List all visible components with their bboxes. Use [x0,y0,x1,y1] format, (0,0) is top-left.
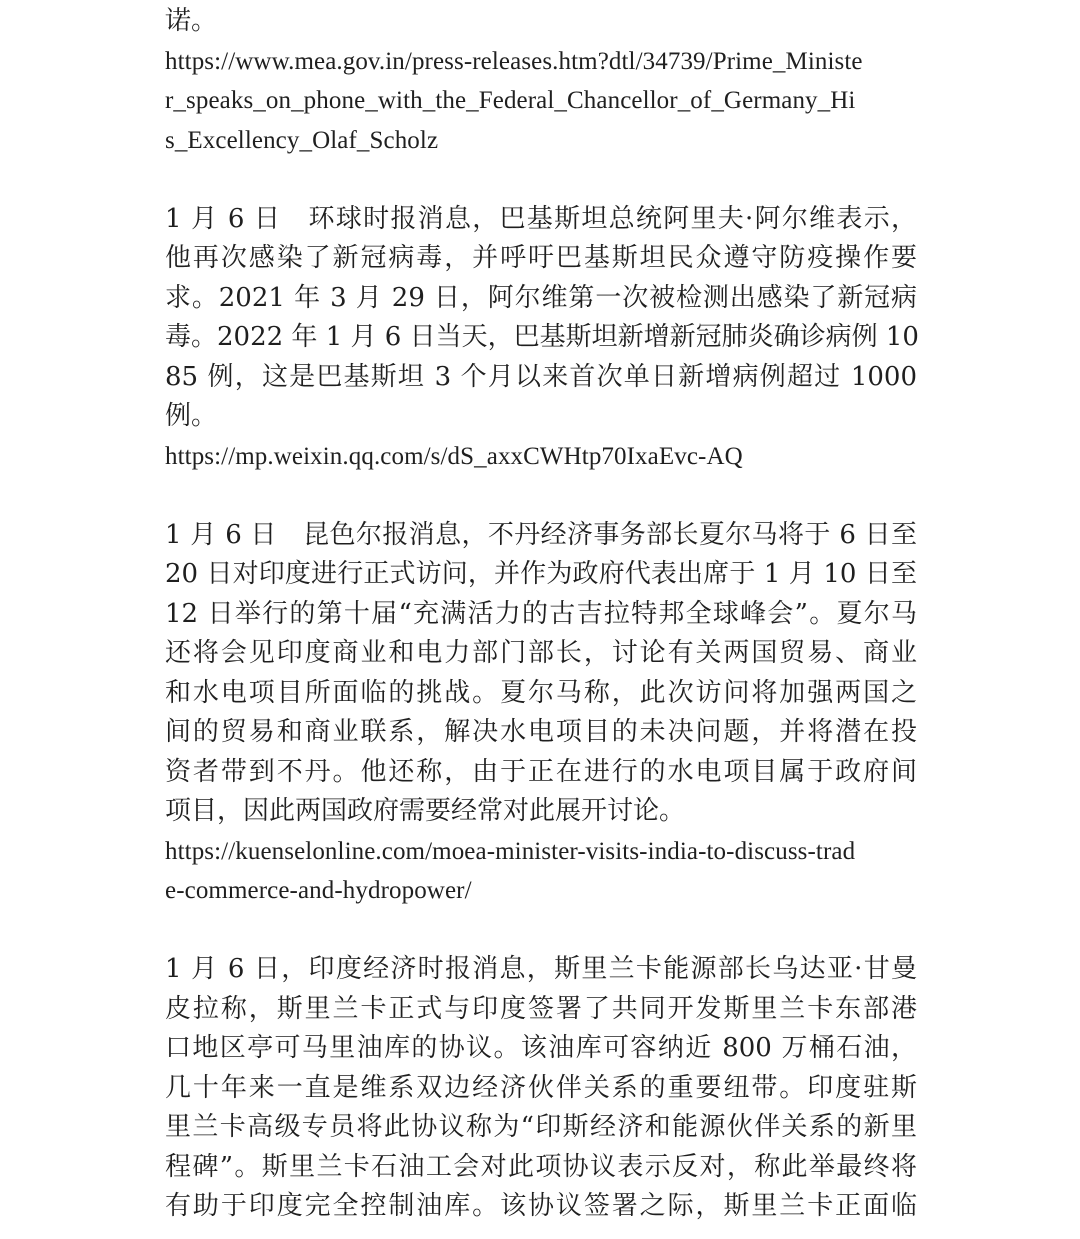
entry-text-line: 12 日举行的第十届“充满活力的古吉拉特邦全球峰会”。夏尔马 [165,598,917,629]
source-link-line[interactable]: e-commerce-and-hydropower/ [165,877,472,904]
entry-text-line: 毒。2022 年 1 月 6 日当天，巴基斯坦新增新冠肺炎确诊病例 10 [165,322,919,352]
paragraph-gap [165,911,917,951]
entry-text-line: 他再次感染了新冠病毒，并呼吁巴基斯坦民众遵守防疫操作要 [165,243,917,273]
entry-text-line: 资者带到不丹。他还称，由于正在进行的水电项目属于政府间 [165,756,917,787]
entry-text-line: 求。2021 年 3 月 29 日，阿尔维第一次被检测出感染了新冠病 [165,282,917,313]
news-entry [165,950,917,1227]
entry-text-line: 还将会见印度商业和电力部门部长，讨论有关两国贸易、商业 [165,638,917,668]
source-link-line[interactable]: s_Excellency_Olaf_Scholz [165,126,439,154]
entry-text-line: 有助于印度完全控制油库。该协议签署之际，斯里兰卡正面临 [165,1191,917,1221]
fragment-top [165,2,917,160]
entry-text-line: 几十年来一直是维系双边经济伙伴关系的重要纽带。印度驻斯 [165,1072,917,1103]
news-entry [165,516,917,911]
source-link-line[interactable]: r_speaks_on_phone_with_the_Federal_Chancellor_of_Germany_Hi [165,87,856,114]
fragment-continuation-line: 诺。 [165,6,218,36]
entry-text-line: 里兰卡高级专员将此协议称为“印斯经济和能源伙伴关系的新里 [165,1112,917,1142]
entry-text-line: 程碑”。斯里兰卡石油工会对此项协议表示反对，称此举最终将 [165,1151,917,1182]
paragraph-gap [165,476,917,516]
entry-text-line: 例。 [165,401,218,431]
entry-text-line: 1 月 6 日 昆色尔报消息，不丹经济事务部长夏尔马将于 6 日至 [165,519,917,550]
source-link-line[interactable]: https://mp.weixin.qq.com/s/dS_axxCWHtp70IxaEvc-AQ [165,442,743,470]
document-body [165,2,917,1227]
source-link-line[interactable]: https://www.mea.gov.in/press-releases.htm?dtl/34739/Prime_Ministe [165,47,863,75]
entry-text-line: 85 例，这是巴基斯坦 3 个月以来首次单日新增病例超过 1000 [165,361,917,392]
entry-text-line: 间的贸易和商业联系，解决水电项目的未决问题，并将潜在投 [165,717,917,747]
entry-text-line: 1 月 6 日 环球时报消息，巴基斯坦总统阿里夫·阿尔维表示， [165,203,917,234]
entry-text-line: 项目，因此两国政府需要经常对此展开讨论。 [165,796,686,826]
entry-text-line: 20 日对印度进行正式访问，并作为政府代表出席于 1 月 10 日至 [165,559,917,589]
entry-text-line: 口地区亭可马里油库的协议。该油库可容纳近 800 万桶石油， [165,1033,917,1063]
news-entry [165,200,917,477]
paragraph-gap [165,160,917,200]
entry-text-line: 皮拉称，斯里兰卡正式与印度签署了共同开发斯里兰卡东部港 [165,993,917,1024]
entry-text-line: 1 月 6 日，印度经济时报消息，斯里兰卡能源部长乌达亚·甘曼 [165,954,917,984]
entry-text-line: 和水电项目所面临的挑战。夏尔马称，此次访问将加强两国之 [165,677,917,708]
source-link-line[interactable]: https://kuenselonline.com/moea-minister-visits-india-to-discuss-trad [165,837,856,865]
